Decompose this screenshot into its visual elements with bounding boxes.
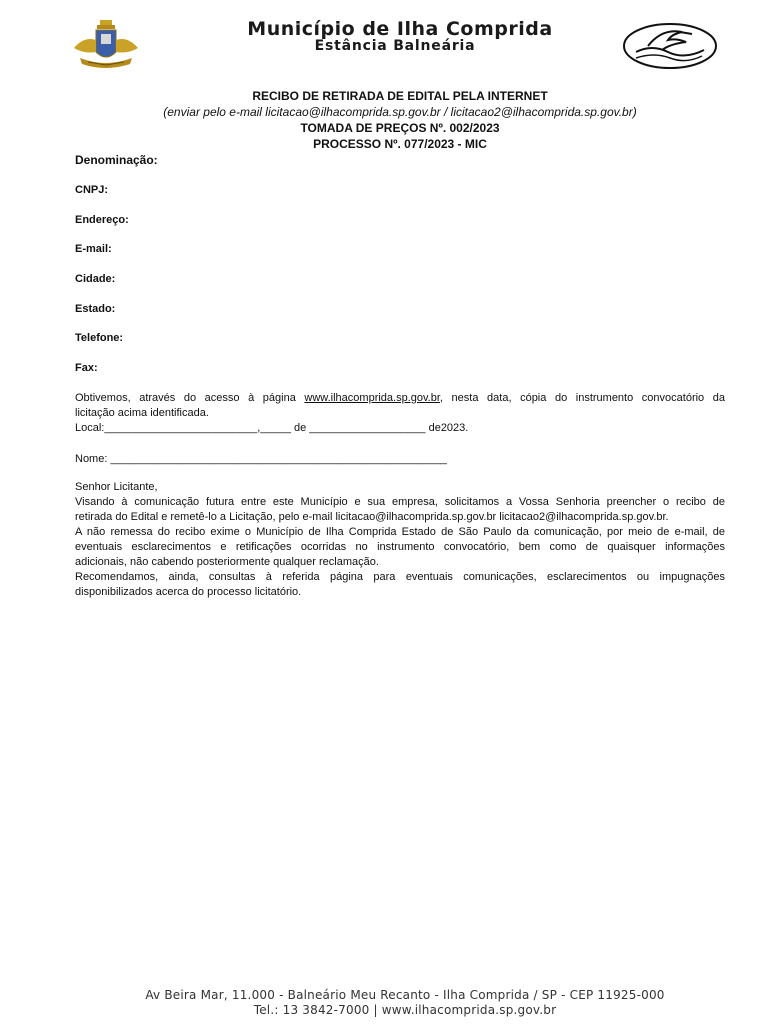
coat-of-arms-logo <box>70 18 142 70</box>
footer-contact: Tel.: 13 3842-7000 | www.ilhacomprida.sp.gov.br <box>253 1003 557 1017</box>
notice-p2-line-3: adicionais, não cabendo posteriormente qualquer reclamação. <box>75 556 379 568</box>
field-endereco: Endereço: <box>75 214 129 226</box>
statement-line-2: licitação acima identificada. <box>75 407 209 419</box>
municipality-name: Município de Ilha Comprida <box>247 18 553 40</box>
municipality-subtitle: Estância Balneária <box>314 38 476 54</box>
field-fax: Fax: <box>75 362 98 374</box>
tomada-precos: TOMADA DE PREÇOS Nº. 002/2023 <box>300 121 500 135</box>
notice-p3-line-2: disponibilizados acerca do processo licitatório. <box>75 586 302 598</box>
notice-p1-line-1: Visando à comunicação futura entre este Município e sua empresa, solicitamos a Vossa Senhoria preencher o recibo de <box>75 496 725 508</box>
notice-greeting: Senhor Licitante, <box>75 481 158 493</box>
field-email: E-mail: <box>75 243 112 255</box>
email-instructions: (enviar pelo e-mail licitacao@ilhacomprida.sp.gov.br / licitacao2@ilhacomprida.sp.gov.br) <box>163 105 637 119</box>
field-cidade: Cidade: <box>75 273 116 285</box>
notice-paragraph <box>75 480 725 600</box>
local-date-line: Local:_________________________,_____ de ___________________ de2023. <box>75 422 469 434</box>
notice-p1-line-2: retirada do Edital e remetê-lo a Licitação, pelo e-mail licitacao@ilhacomprida.sp.gov.br licitacao2@ilhacomprida.sp.gov.br. <box>75 511 669 523</box>
footer-address: Av Beira Mar, 11.000 - Balneário Meu Recanto - Ilha Comprida / SP - CEP 11925-000 <box>145 988 665 1002</box>
statement-line-1: Obtivemos, através do acesso à página www.ilhacomprida.sp.gov.br, nesta data, cópia do instrumento convocatório da <box>75 392 725 404</box>
notice-p3-line-1: Recomendamos, ainda, consultas à referida página para eventuais comunicações, esclarecimentos ou impugnações <box>75 571 725 583</box>
name-line: Nome: _______________________________________________________ <box>75 453 447 465</box>
notice-p2-line-2: eventuais esclarecimentos e retificações ocorridas no instrumento convocatório, bem como de quaisquer informações <box>75 541 725 553</box>
field-denominacao: Denominação: <box>75 153 158 167</box>
heron-wave-logo <box>622 22 718 70</box>
statement-paragraph <box>75 391 725 436</box>
website-link[interactable]: www.ilhacomprida.sp.gov.br <box>304 392 440 404</box>
document-title: RECIBO DE RETIRADA DE EDITAL PELA INTERNET <box>252 89 548 103</box>
field-telefone: Telefone: <box>75 332 124 344</box>
field-cnpj: CNPJ: <box>75 184 109 196</box>
field-estado: Estado: <box>75 303 116 315</box>
processo-number: PROCESSO Nº. 077/2023 - MIC <box>313 137 487 151</box>
notice-p2-line-1: A não remessa do recibo exime o Município de Ilha Comprida Estado de São Paulo da comunicação, por meio de e-mail, de <box>75 526 725 538</box>
